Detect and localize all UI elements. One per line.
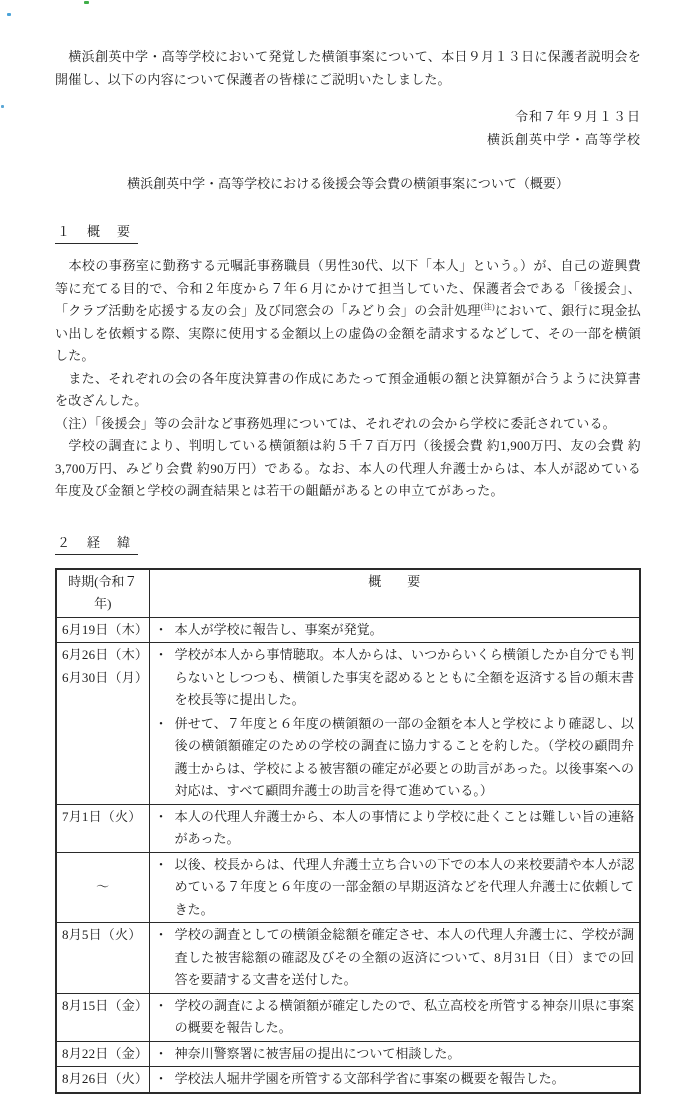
header-cell-period: 時期(令和７年)	[56, 569, 149, 618]
section1-body	[55, 255, 641, 503]
bullet-icon: ・	[154, 997, 168, 1013]
p1-text-after-noteref: において、銀行に現金払い出しを依頼する際、実際に使用する金額以上の虚偽の金額を請求するなどして、その一部を横領した。	[55, 303, 641, 363]
date-line: 6月30日（月）	[62, 669, 149, 685]
table-row	[56, 852, 640, 923]
table-row	[56, 923, 640, 994]
bullet-icon: ・	[154, 715, 168, 731]
date-cell	[56, 643, 149, 805]
section1-footnote: （注）「後援会」等の会計など事務処理については、それぞれの会から学校に委託されている。	[55, 415, 616, 431]
section1-heading: １ 概 要	[55, 221, 138, 244]
table-row	[56, 617, 640, 643]
bullet-icon: ・	[154, 1045, 168, 1061]
table-row	[56, 643, 640, 805]
bullet-icon: ・	[154, 808, 168, 824]
date-cell	[56, 804, 149, 852]
intro-paragraph: 横浜創英中学・高等学校において発覚した横領事案について、本日９月１３日に保護者説明会を開催し、以下の内容について保護者の皆様にご説明いたしました。	[55, 49, 641, 87]
table-row	[56, 1041, 640, 1067]
summary-item	[155, 806, 635, 851]
summary-text: 学校法人堀井学園を所管する文部科学省に事案の概要を報告した。	[174, 1071, 565, 1086]
date-range-tilde: ～	[96, 879, 110, 894]
issue-date-line: 令和７年９月１３日	[514, 109, 641, 124]
bullet-icon: ・	[154, 1071, 168, 1086]
date-line: 6月26日（木）	[62, 647, 149, 662]
summary-text: 併せて、７年度と６年度の横領額の一部の金額を本人と学校により確認し、以後の横領額確定のための学校の調査に協力することを約した。（学校の顧問弁護士からは、学校による被害額の確定が必要との助言があった。以後事案への対応は、すべて顧問弁護士の助言を得て進めている。）	[174, 715, 634, 798]
section2-heading: ２ 経 緯	[55, 532, 138, 555]
date-line: 8月5日（火）	[62, 927, 142, 942]
summary-text: 以後、校長からは、代理人弁護士立ち合いの下での本人の来校要請や本人が認めている７年度と６年度の一部金額の早期返済などを代理人弁護士に依頼してきた。	[174, 856, 634, 917]
summary-text: 本人の代理人弁護士から、本人の事情により学校に赴くことは難しい旨の連絡があった。	[174, 808, 634, 846]
date-line: 8月22日（金）	[62, 1045, 149, 1061]
date-cell	[56, 617, 149, 643]
note-reference-superscript: (注)	[480, 302, 495, 312]
bullet-icon: ・	[154, 927, 168, 942]
summary-cell	[149, 617, 640, 643]
section1-paragraph1	[55, 255, 641, 368]
summary-item	[155, 1043, 635, 1066]
summary-item	[155, 644, 635, 712]
table-row	[56, 993, 640, 1041]
summary-item	[155, 713, 635, 803]
summary-item	[155, 1068, 635, 1091]
summary-cell	[149, 1041, 640, 1067]
summary-text: 学校の調査としての横領金総額を確定させ、本人の代理人弁護士に、学校が調査した被害総額の確認及びその全額の返済について、8月31日（日）までの回答を要請する文書を送付した。	[174, 927, 634, 987]
date-cell	[56, 852, 149, 923]
summary-item	[155, 619, 635, 642]
summary-text: 学校の調査による横領額が確定したので、私立高校を所管する神奈川県に事案の概要を報告した。	[174, 997, 634, 1035]
summary-text: 学校が本人から事情聴取。本人からは、いつからいくら横領したか自分でも判らないとしつつも、横領した事実を認めるとともに全額を返済する旨の顛末書を校長等に提出した。	[174, 647, 634, 707]
document-content	[55, 46, 641, 1094]
table-row	[56, 1067, 640, 1093]
summary-item	[155, 924, 635, 992]
summary-cell	[149, 643, 640, 805]
summary-text: 本人が学校に報告し、事案が発覚。	[174, 621, 383, 637]
date-signature-block	[55, 105, 641, 151]
date-line: 8月26日（火）	[62, 1071, 149, 1086]
section2	[55, 532, 641, 555]
document-title: 横浜創英中学・高等学校における後援会等会費の横領事案について（概要）	[127, 176, 569, 191]
summary-cell	[149, 1067, 640, 1093]
table-header-row	[56, 569, 640, 618]
date-line: 8月15日（金）	[62, 997, 149, 1013]
scan-artifact-speck	[1, 105, 4, 108]
date-cell	[56, 1041, 149, 1067]
date-cell	[56, 923, 149, 994]
summary-item	[155, 995, 635, 1040]
section1-paragraph2: また、それぞれの会の各年度決算書の作成にあたって預金通帳の額と決算額が合うように決算書を改ざんした。	[55, 370, 641, 408]
scan-artifact-speck	[7, 13, 11, 16]
p1-text-before-noteref: 本校の事務室に勤務する元嘱託事務職員（男性30代、以下「本人」という。）が、自己の遊興費等に充てる目的で、令和２年度から７年６月にかけて担当していた、保護者会である「後援会」、「クラブ活動を応援する友の会」及び同窓会の「みどり会」の会計処理	[55, 258, 641, 318]
bullet-icon: ・	[154, 647, 168, 662]
section1	[55, 221, 641, 244]
summary-cell	[149, 852, 640, 923]
school-name-line: 横浜創英中学・高等学校	[486, 132, 641, 147]
summary-cell	[149, 804, 640, 852]
date-cell	[56, 1067, 149, 1093]
header-cell-summary: 概 要	[149, 569, 640, 618]
summary-cell	[149, 993, 640, 1041]
date-line: 6月19日（木）	[62, 621, 149, 637]
summary-item	[155, 854, 635, 922]
scan-artifact-speck	[84, 1, 89, 4]
timeline-table	[55, 568, 641, 1094]
section1-paragraph3: 学校の調査により、判明している横領額は約５千７百万円（後援会費 約1,900万円、友の会費 約3,700万円、みどり会費 約90万円）である。なお、本人の代理人弁護士からは、本人が認めている年度及び金額と学校の調査結果とは若干の齟齬があるとの申立てがあった。	[55, 438, 641, 498]
summary-text: 神奈川警察署に被害届の提出について相談した。	[174, 1045, 461, 1061]
date-line: 7月1日（火）	[62, 808, 142, 824]
bullet-icon: ・	[154, 856, 168, 872]
table-row	[56, 804, 640, 852]
date-cell	[56, 993, 149, 1041]
summary-cell	[149, 923, 640, 994]
bullet-icon: ・	[154, 621, 168, 637]
